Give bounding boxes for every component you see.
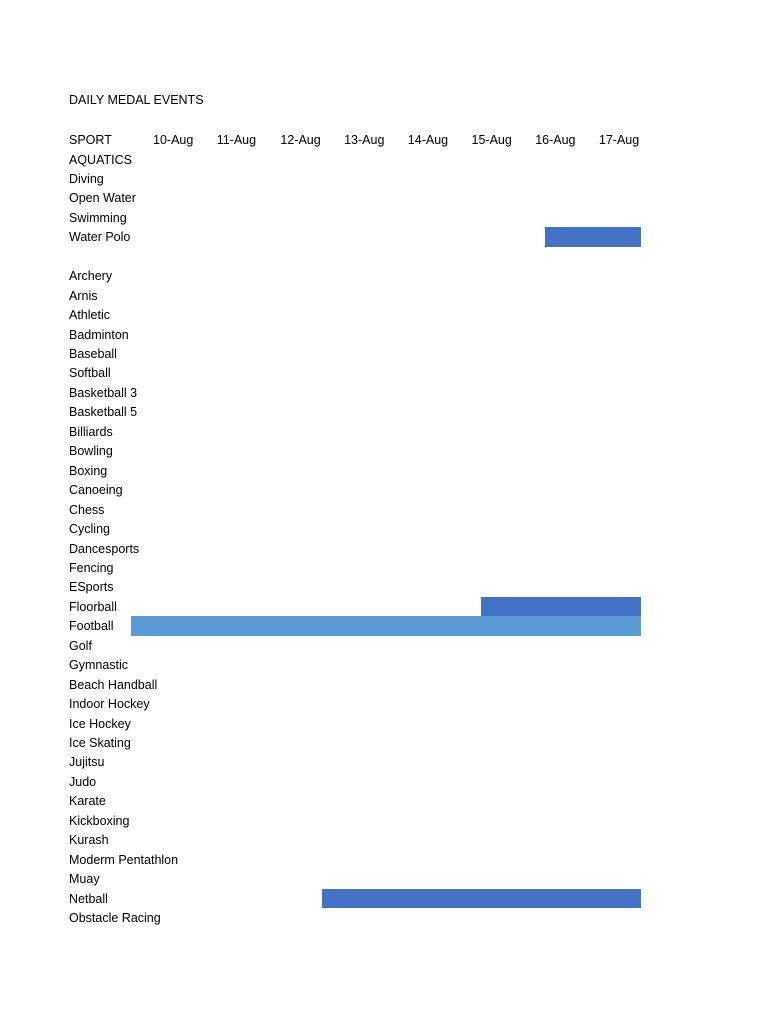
sport-row [69, 616, 669, 636]
sport-label: Badminton [69, 327, 129, 342]
sport-label: Ice Hockey [69, 716, 131, 731]
date-column-header: 12-Aug [280, 133, 321, 147]
sport-label: Jujitsu [69, 755, 105, 770]
sport-label: Basketball 5 [69, 405, 138, 420]
sport-row [69, 247, 669, 267]
sport-label: Beach Handball [69, 677, 158, 692]
sport-row [69, 597, 669, 617]
sport-row [69, 539, 669, 559]
sport-row [69, 305, 669, 325]
sport-row [69, 752, 669, 772]
sport-row [69, 188, 669, 208]
sport-label: Kickboxing [69, 813, 130, 828]
sport-row [69, 577, 669, 597]
sport-label: Open Water [69, 191, 136, 206]
sport-row [69, 422, 669, 442]
sport-row [69, 791, 669, 811]
sport-label: AQUATICS [69, 152, 132, 167]
sport-label: Archery [69, 269, 113, 284]
sport-label: Baseball [69, 347, 117, 361]
sport-label: Billiards [69, 424, 113, 439]
sport-label: Swimming [69, 210, 127, 225]
sport-label: Ice Skating [69, 736, 131, 750]
sport-label: Football [69, 619, 114, 634]
event-bar [322, 889, 641, 909]
sport-row [69, 655, 669, 675]
sport-label: Fencing [69, 560, 114, 575]
sport-label: Boxing [69, 463, 108, 478]
sport-label: Water Polo [69, 230, 131, 245]
sport-row [69, 402, 669, 422]
sport-label: Bowling [69, 444, 113, 459]
sport-row [69, 286, 669, 306]
sport-label: Golf [69, 638, 92, 653]
sport-row [69, 500, 669, 520]
sport-column-header: SPORT [69, 133, 112, 147]
sport-label: Indoor Hockey [69, 697, 150, 712]
page-title: DAILY MEDAL EVENTS [69, 93, 204, 107]
sport-row [69, 266, 669, 286]
date-column-header: 17-Aug [598, 133, 640, 147]
date-column-header: 11-Aug [216, 133, 257, 147]
sport-row [69, 461, 669, 481]
sport-row [69, 150, 669, 170]
sport-label: Chess [69, 502, 105, 517]
sport-label: Softball [69, 366, 111, 381]
sport-row [69, 227, 669, 247]
sport-row [69, 480, 669, 500]
sport-row [69, 325, 669, 345]
sport-row [69, 636, 669, 656]
sport-label: Muay [69, 872, 100, 887]
sport-row [69, 811, 669, 831]
sport-row [69, 519, 669, 539]
sport-label: Moderm Pentathlon [69, 852, 179, 867]
sport-row [69, 169, 669, 189]
sport-row [69, 889, 669, 909]
sport-row [69, 772, 669, 792]
date-column-header: 13-Aug [344, 133, 385, 147]
sport-label: Kurash [69, 833, 109, 848]
sport-row [69, 558, 669, 578]
sport-row [69, 208, 669, 228]
sport-row [69, 383, 669, 403]
sport-label: Floorball [69, 599, 117, 614]
sport-label: Diving [69, 171, 104, 186]
sport-label: Dancesports [69, 541, 140, 556]
sport-label: Arnis [69, 288, 98, 303]
sport-row [69, 714, 669, 734]
sport-label: Obstacle Racing [69, 911, 161, 926]
sport-label: ESports [69, 580, 114, 595]
sport-label: Basketball 3 [69, 385, 138, 400]
sport-row [69, 363, 669, 383]
sport-row [69, 908, 669, 928]
sport-label: Netball [69, 891, 108, 906]
date-column-header: 10-Aug [153, 133, 194, 147]
sport-label: Gymnastic [69, 658, 129, 673]
sport-label: Athletic [69, 308, 110, 323]
date-column-header: 15-Aug [471, 133, 512, 147]
sport-label: Cycling [69, 522, 110, 537]
event-bar [131, 616, 641, 636]
date-column-header: 14-Aug [407, 133, 449, 147]
sport-row [69, 869, 669, 889]
sport-label: Judo [69, 774, 97, 789]
sport-label: Canoeing [69, 483, 123, 498]
event-bar [481, 597, 640, 617]
event-bar [545, 227, 641, 247]
sport-row [69, 344, 669, 364]
sport-row [69, 733, 669, 753]
sport-label: Karate [69, 794, 106, 809]
sport-row [69, 694, 669, 714]
header-row [69, 130, 669, 150]
date-column-header: 16-Aug [535, 133, 576, 147]
sport-row [69, 441, 669, 461]
sport-row [69, 850, 669, 870]
sport-row [69, 675, 669, 695]
sport-row [69, 830, 669, 850]
